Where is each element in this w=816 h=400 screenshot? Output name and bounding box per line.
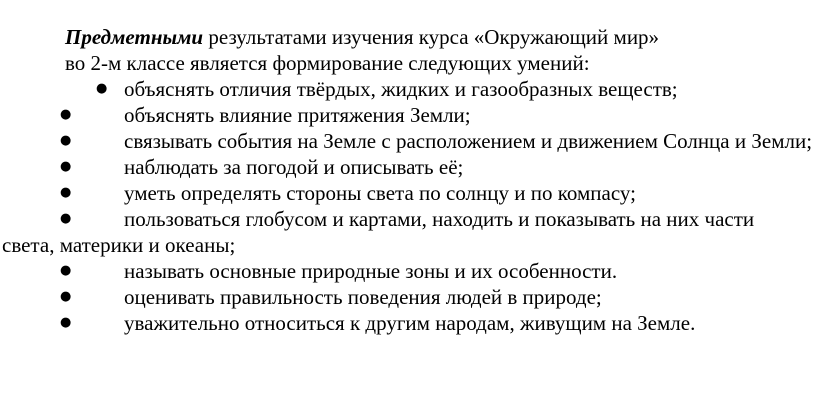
bullet-icon: ● (60, 107, 72, 122)
list-item: оценивать правильность поведения людей в природе; (124, 285, 602, 309)
intro-line-1 (65, 24, 659, 50)
lead-term: Предметными (65, 25, 204, 49)
intro-line-2: во 2-м классе является формирование следующих умений: (65, 51, 590, 75)
bullet-icon: ● (60, 289, 72, 304)
bullet-icon: ● (96, 81, 108, 96)
intro-line-1-rest: результатами изучения курса «Окружающий мир» (203, 25, 660, 49)
list-item: уметь определять стороны света по солнцу и по компасу; (124, 181, 636, 205)
list-item: наблюдать за погодой и описывать её; (124, 155, 464, 179)
bullet-icon: ● (60, 133, 72, 148)
list-item: связывать события на Земле с расположением и движением Солнца и Земли; (124, 129, 813, 153)
bullet-icon: ● (60, 263, 72, 278)
list-item-continuation: света, материки и океаны; (2, 233, 236, 257)
list-item: объяснять отличия твёрдых, жидких и газообразных веществ; (124, 77, 678, 101)
bullet-icon: ● (60, 211, 72, 226)
bullet-icon: ● (60, 185, 72, 200)
bullet-icon: ● (60, 315, 72, 330)
list-item: пользоваться глобусом и картами, находить и показывать на них части (124, 207, 755, 231)
bullet-icon: ● (60, 159, 72, 174)
list-item: объяснять влияние притяжения Земли; (124, 103, 471, 127)
list-item: уважительно относиться к другим народам, живущим на Земле. (124, 311, 696, 335)
list-item: называть основные природные зоны и их особенности. (124, 259, 618, 283)
